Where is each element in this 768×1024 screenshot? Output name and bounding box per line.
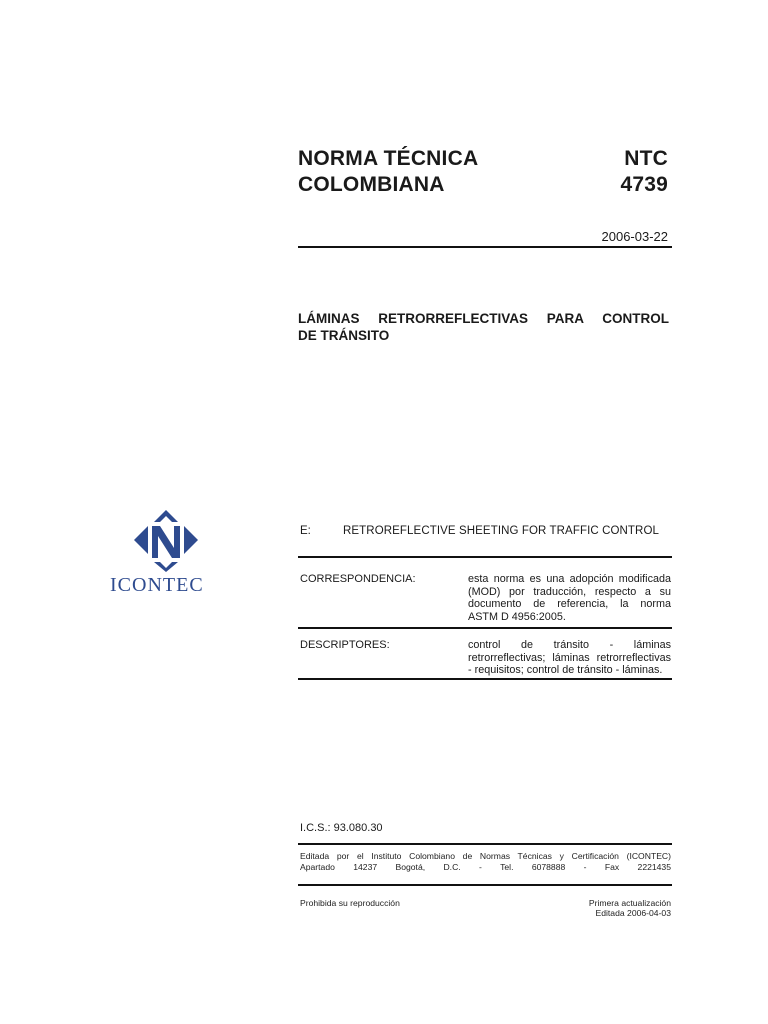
- standard-title-line1: NORMA TÉCNICA: [298, 147, 479, 170]
- icontec-logo: [110, 508, 214, 604]
- document-title: [298, 310, 669, 344]
- standard-title: [298, 146, 478, 198]
- publisher-divider: [298, 884, 672, 886]
- edition-update: Primera actualización: [588, 898, 671, 908]
- standard-code: [560, 146, 668, 198]
- correspondencia-label: CORRESPONDENCIA:: [300, 573, 416, 585]
- document-title-line1: LÁMINAS RETRORREFLECTIVAS PARA CONTROL: [298, 311, 669, 326]
- correspondencia-divider: [298, 627, 672, 629]
- document-title-line2: DE TRÁNSITO: [298, 328, 390, 343]
- icontec-wordmark: ICONTEC: [110, 574, 204, 596]
- correspondencia-line: ASTM D 4956:2005.: [468, 610, 566, 623]
- standard-title-line2: COLOMBIANA: [298, 173, 445, 196]
- descriptores-line: retrorreflectivas; láminas retrorreflectivas: [468, 651, 671, 664]
- descriptores-divider: [298, 678, 672, 680]
- descriptores-line: control de tránsito - láminas: [468, 639, 671, 651]
- ics-code: I.C.S.: 93.080.30: [300, 822, 383, 834]
- english-divider: [298, 556, 672, 558]
- descriptores-label: DESCRIPTORES:: [300, 639, 390, 651]
- descriptores-line: - requisitos; control de tránsito - láminas.: [468, 664, 663, 676]
- edition-info: [520, 898, 671, 918]
- standard-code-prefix: NTC: [624, 147, 668, 170]
- icontec-n-emblem-icon: [118, 508, 214, 572]
- standard-code-number: 4739: [620, 173, 668, 196]
- publication-date: 2006-03-22: [601, 229, 668, 244]
- english-label: E:: [300, 525, 311, 537]
- publisher-line2: Apartado 14237 Bogotá, D.C. - Tel. 6078888 - Fax 2221435: [300, 861, 671, 872]
- reproduction-notice: Prohibida su reproducción: [300, 898, 400, 908]
- english-title: RETROREFLECTIVE SHEETING FOR TRAFFIC CONTROL: [343, 525, 659, 537]
- correspondencia-line: documento de referencia, la norma: [468, 598, 671, 610]
- publisher-line1: Editada por el Instituto Colombiano de Normas Técnicas y Certificación (ICONTEC): [300, 851, 671, 861]
- publisher-info: [300, 851, 671, 872]
- correspondencia-line: (MOD) por traducción, respecto a su: [468, 585, 671, 598]
- ics-divider: [298, 843, 672, 845]
- correspondencia-text: [468, 573, 671, 623]
- header-divider: [298, 246, 672, 248]
- edition-date: Editada 2006-04-03: [595, 908, 671, 918]
- descriptores-text: [468, 639, 671, 677]
- correspondencia-line: esta norma es una adopción modificada: [468, 573, 671, 585]
